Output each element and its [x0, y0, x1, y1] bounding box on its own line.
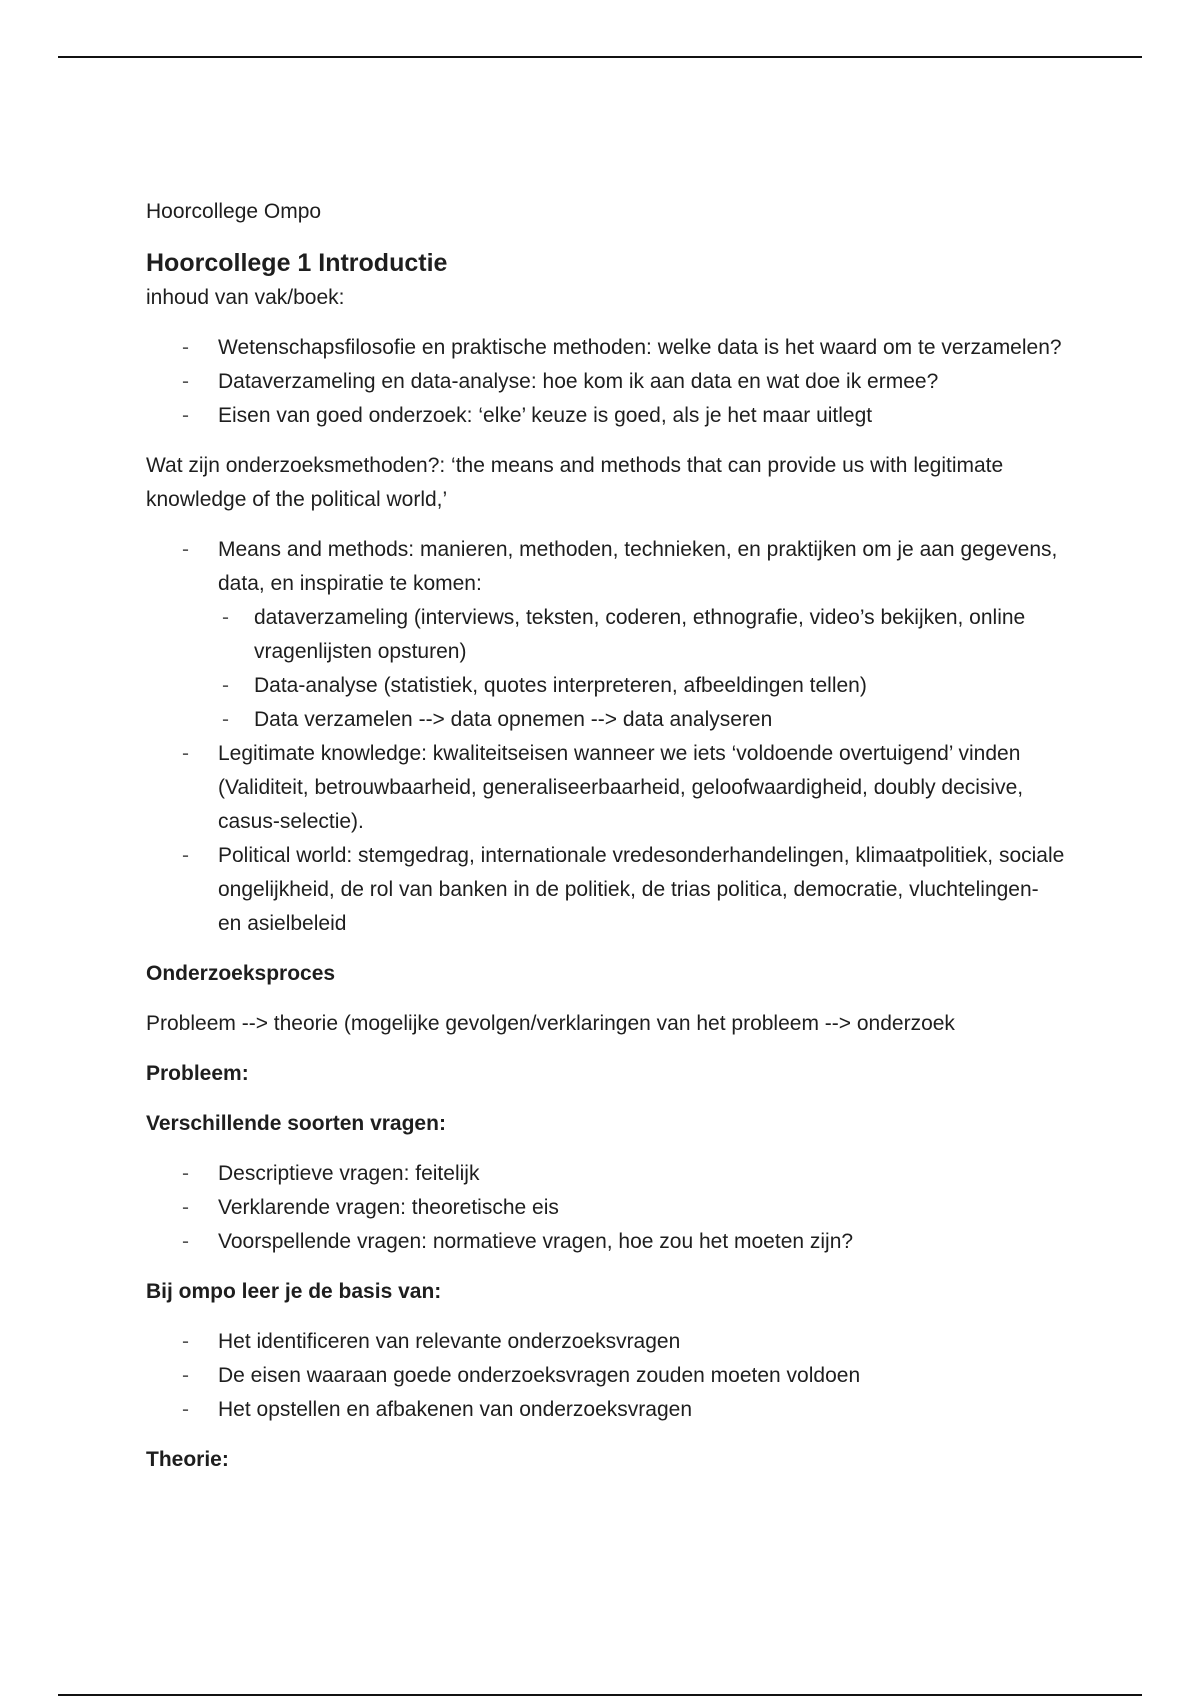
list-item-means	[218, 533, 1066, 737]
list-item: - Eisen van goed onderzoek: ‘elke’ keuze is goed, als je het maar uitlegt	[218, 399, 1066, 433]
process-text: Probleem --> theorie (mogelijke gevolgen/verklaringen van het probleem --> onderzoek	[146, 1012, 955, 1035]
means-sublist	[218, 601, 1066, 737]
list-item-political: - Political world: stemgedrag, internationale vredesonderhandelingen, klimaatpolitiek, sociale ongelijkheid, de rol van banken in de politiek, de trias politica, democratie, vluchtelingen- en asielbeleid	[218, 839, 1066, 941]
document-title: Hoorcollege Ompo	[146, 200, 322, 223]
list-item: - Verklarende vragen: theoretische eis	[218, 1191, 1066, 1225]
list-item-legitimate: - Legitimate knowledge: kwaliteitseisen wanneer we iets ‘voldoende overtuigend’ vinden (Validiteit, betrouwbaarheid, generaliseerbaarheid, geloofwaardigheid, doubly decisive, casus-selectie).	[218, 737, 1066, 839]
theory-heading: Theorie:	[146, 1448, 229, 1471]
question-types-heading: Verschillende soorten vragen:	[146, 1112, 446, 1135]
list-item: - Het opstellen en afbakenen van onderzoeksvragen	[218, 1393, 1066, 1427]
question-types-list	[146, 1157, 1066, 1259]
means-text: Means and methods: manieren, methoden, technieken, en praktijken om je aan gegevens, data, en inspiratie te komen:	[218, 538, 1058, 595]
bottom-rule	[58, 1694, 1142, 1696]
list-item: - Descriptieve vragen: feitelijk	[218, 1157, 1066, 1191]
sub-list-item: - Data verzamelen --> data opnemen --> data analyseren	[254, 703, 1066, 737]
problem-heading: Probleem:	[146, 1062, 249, 1085]
research-methods-question: Wat zijn onderzoeksmethoden?: ‘the means and methods that can provide us with legitimate knowledge of the political world,’	[146, 454, 1004, 511]
sub-list-item: - Data-analyse (statistiek, quotes interpreteren, afbeeldingen tellen)	[254, 669, 1066, 703]
definition-list	[146, 533, 1066, 941]
list-item: - Het identificeren van relevante onderzoeksvragen	[218, 1325, 1066, 1359]
document-page	[146, 195, 1066, 1477]
list-item: - Dataverzameling en data-analyse: hoe kom ik aan data en wat doe ik ermee?	[218, 365, 1066, 399]
top-rule	[58, 56, 1142, 58]
list-item: - De eisen waaraan goede onderzoeksvragen zouden moeten voldoen	[218, 1359, 1066, 1393]
sub-list-item: - dataverzameling (interviews, teksten, coderen, ethnografie, video’s bekijken, online vragenlijsten opsturen)	[254, 601, 1066, 669]
list-item: - Voorspellende vragen: normatieve vragen, hoe zou het moeten zijn?	[218, 1225, 1066, 1259]
list-item: - Wetenschapsfilosofie en praktische methoden: welke data is het waard om te verzamelen?	[218, 331, 1066, 365]
intro-text: inhoud van vak/boek:	[146, 286, 345, 309]
process-heading: Onderzoeksproces	[146, 962, 336, 985]
lecture-heading: Hoorcollege 1 Introductie	[146, 249, 448, 277]
intro-list	[146, 331, 1066, 433]
basics-list	[146, 1325, 1066, 1427]
basics-heading: Bij ompo leer je de basis van:	[146, 1280, 442, 1303]
